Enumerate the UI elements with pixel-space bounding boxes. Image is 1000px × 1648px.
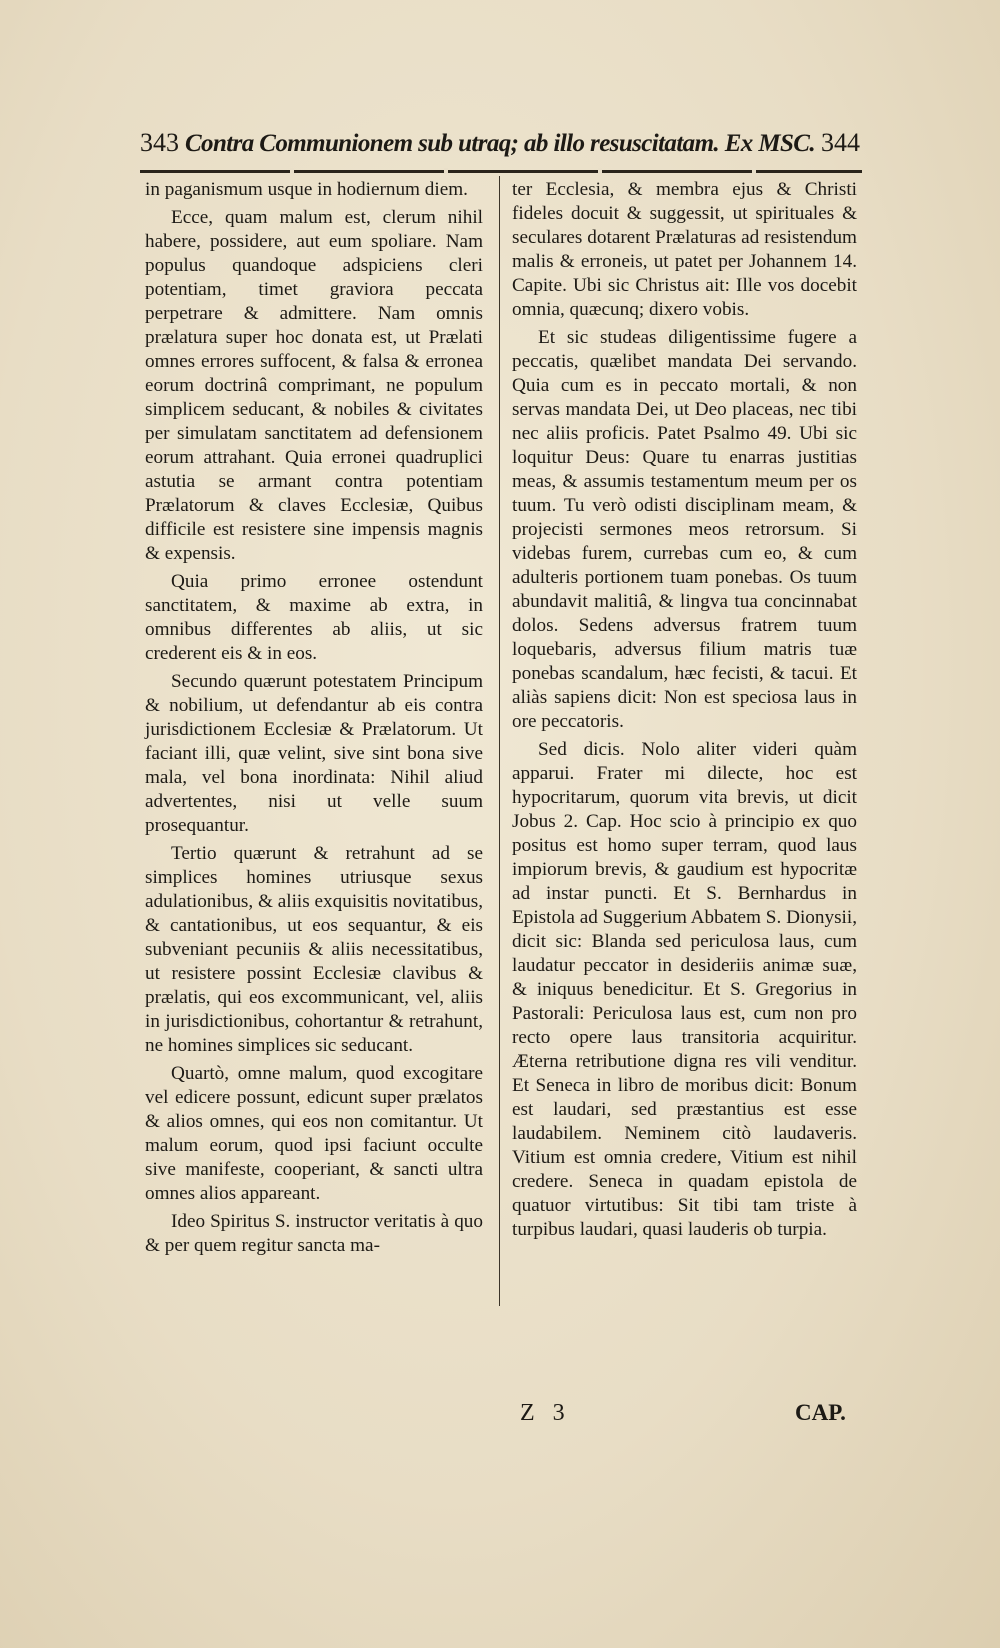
paragraph: ter Ecclesia, & membra ejus & Christi fideles docuit & suggessit, ut spirituales & seculares dotarent Prælaturas ad resistendum malis & erroneis, ut patet per Johannem 14. Capite. Ubi sic Christus ait: Ille vos docebit omnia, quæcunq; dixero vobis. <box>512 179 857 320</box>
paragraph: Secundo quærunt potestatem Principum & nobilium, ut defendantur ab eis contra jurisdictionem Ecclesiæ & Prælatorum. Ut faciant illi, quæ velint, sive sint bona sive mala, vel bona inordinata: Nihil aliud advertentes, nisi ut velle suum prosequantur. <box>145 671 483 836</box>
paragraph: Quartò, omne malum, quod excogitare vel edicere possunt, edicunt super prælatos & alios omnes, qui eos non comitantur. Ut malum eorum, quod ipsi faciunt occulte sive manifeste, cooperiant, & sancti ultra omnes alios appareant. <box>145 1063 483 1204</box>
catchword: CAP. <box>795 1400 846 1425</box>
left-column <box>145 178 483 1262</box>
running-title: Contra Communionem sub utraq; ab illo resuscitatam. Ex MSC. <box>184 130 816 157</box>
page-number-left: 343 <box>140 128 179 157</box>
paragraph: Tertio quærunt & retrahunt ad se simplices homines utriusque sexus adulationibus, & aliis exquisitis novitatibus, & cantationibus, ut eos sequantur, & eis subveniant pecuniis & aliis necessitatibus, ut resistere possint Ecclesiæ clavibus & prælatis, qui eos excommunicant, vel, aliis in jurisdictionibus, cohortantur & retrahunt, ne homines simplices sic seducant. <box>145 843 483 1056</box>
paragraph: Sed dicis. Nolo aliter videri quàm apparui. Frater mi dilecte, hoc est hypocritarum, quorum vita brevis, ut dicit Jobus 2. Cap. Hoc scio à principio ex quo positus est homo super terram, quod laus impiorum brevis, & gaudium est hypocritæ ad instar puncti. Et S. Bernhardus in Epistola ad Suggerium Abbatem S. Dionysii, dicit sic: Blanda sed periculosa laus, cum laudatur peccator in desideriis animæ suæ, & iniquus benedicitur. Et S. Gregorius in Pastorali: Periculosa laus est, cum non pro recto opere laus transitoria acquiritur. Æterna retributione digna res vili venditur. Et Seneca in libro de moribus dicit: Bonum est laudari, sed præstantius est esse laudabilem. Neminem citò laudaveris. Vitium est omnia credere, Vitium est nihil credere. Seneca in quadam epistola de quatuor virtutibus: Sit tibi tam triste à turpibus laudari, quasi lauderis ob turpia. <box>512 739 857 1240</box>
column-divider <box>499 176 500 1306</box>
running-header <box>140 128 860 168</box>
paragraph: Ecce, quam malum est, clerum nihil habere, possidere, aut eum spoliare. Nam populus quandoque adspiciens cleri potentiam, timet graviora peccata perpetrare & admittere. Nam omnis prælatura super hoc donata est, ut Prælati omnes errores suffocent, & falsa & erronea eorum doctrinâ comprimant, ne populum simplicem seducant, & nobiles & civitates per simulatam sanctitatem ad defensionem eorum attrahant. Quia erronei quadruplici astutia se armant contra potentiam Prælatorum & claves Ecclesiæ, Quibus difficile est resistere sine impensis magnis & expensis. <box>145 207 483 564</box>
page-number-right: 344 <box>820 128 860 157</box>
paragraph: Et sic studeas diligentissime fugere a peccatis, quælibet mandata Dei servando. Quia cum es in peccato mortali, & non servas mandata Dei, ut Deo placeas, nec tibi nec aliis proficis. Patet Psalmo 49. Ubi sic loquitur Deus: Quare tu enarras justitias meas, & assumis testamentum meum per os tuum. Tu verò odisti disciplinam meam, & projecisti sermones meos retrorsum. Si videbas furem, currebas cum eo, & cum adulteris portionem tuam ponebas. Os tuum abundavit malitiâ, & lingva tua concinnabat dolos. Sedens adversus fratrem tuum loquebaris, adversus filium matris tuæ ponebas scandalum, hæc fecisti, & tacui. Et aliàs sapiens dicit: Non est speciosa laus in ore peccatoris. <box>512 327 857 732</box>
paragraph: Quia primo erronee ostendunt sanctitatem, & maxime ab extra, in omnibus differentes ab aliis, ut sic crederent eis & in eos. <box>145 571 483 664</box>
paragraph: in paganismum usque in hodiernum diem. <box>145 179 468 200</box>
right-column <box>512 178 857 1246</box>
header-rule-breaks <box>140 168 862 174</box>
signature-mark: Z 3 <box>520 1400 571 1426</box>
paragraph: Ideo Spiritus S. instructor veritatis à quo & per quem regitur sancta ma- <box>145 1211 483 1256</box>
